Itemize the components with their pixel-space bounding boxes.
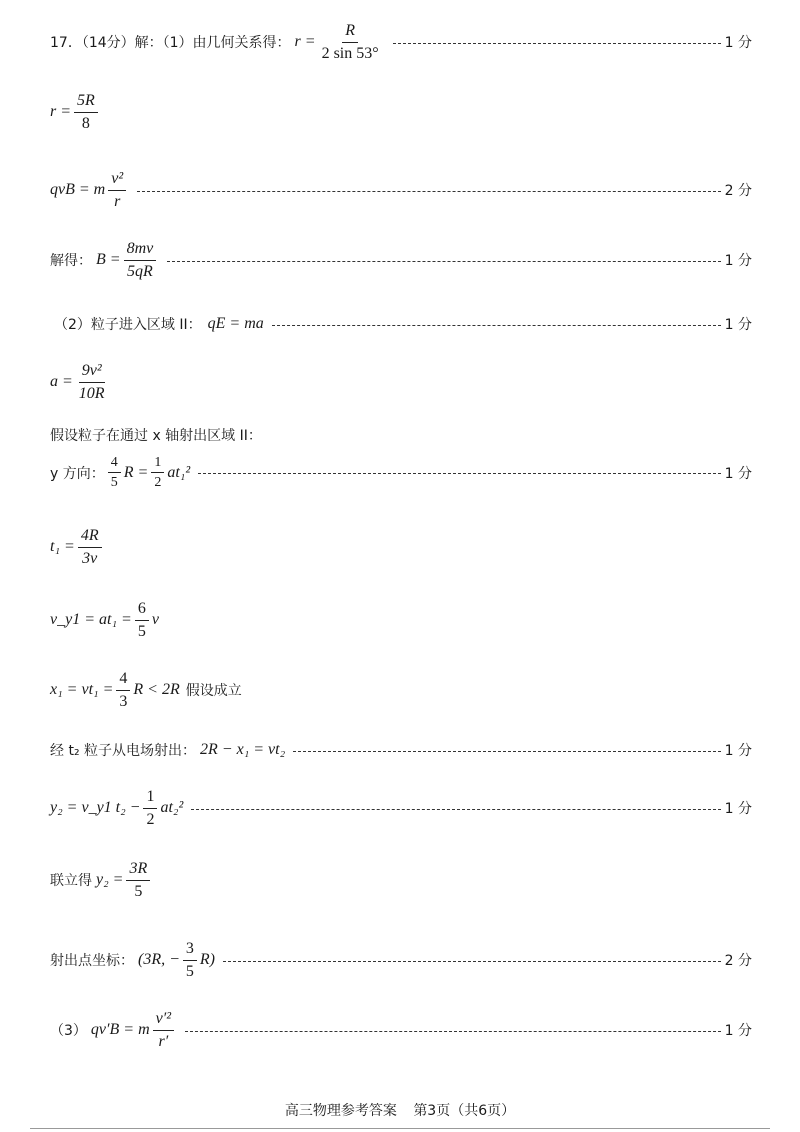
eq-lhs: v_y1 = at₁ = — [50, 611, 132, 629]
eq-mid: R = — [123, 463, 149, 481]
eq-lhs: qv′B = m — [90, 1021, 150, 1039]
line-assumption — [50, 425, 752, 445]
eq-tail: R < 2R — [133, 681, 180, 699]
eq-lhs: qvB = m — [50, 181, 106, 199]
line-y2-expression — [50, 788, 752, 828]
line-t1 — [50, 527, 752, 567]
line-lead: 射出点坐标： — [50, 953, 134, 970]
page-footer — [0, 1100, 800, 1120]
coord-pre: (3R, − — [138, 951, 180, 969]
line-y2-result — [50, 860, 752, 900]
eq-lhs: r = — [294, 33, 316, 51]
line-x1 — [50, 670, 752, 710]
assumption-text: 假设粒子在通过 x 轴射出区域 II： — [50, 428, 262, 444]
fraction: $\frac{3R}{5}$ — [126, 860, 150, 900]
line-part-3 — [50, 1010, 752, 1050]
line-vy1 — [50, 600, 752, 640]
dotted-leader — [393, 43, 721, 44]
line-exit-point — [50, 940, 752, 980]
score: 2 分 — [724, 953, 752, 970]
coord-post: R) — [199, 951, 216, 969]
eq-tail: at₁² — [167, 463, 191, 481]
eq-lhs: y₂ = v_y1 t₂ − — [50, 799, 141, 817]
page-number: 第3页（共6页） — [413, 1103, 516, 1119]
line-lead: 经 t₂ 粒子从电场射出： — [50, 743, 197, 759]
score: 1 分 — [724, 35, 752, 52]
score: 1 分 — [724, 317, 752, 333]
score: 2 分 — [724, 183, 752, 200]
line-region-2 — [50, 314, 752, 334]
eq-tail: at₂² — [160, 799, 184, 817]
fraction: $\frac{R}{2 \sin 53^\circ}$ — [321, 22, 379, 62]
score: 1 分 — [724, 465, 752, 482]
bottom-rule — [30, 1128, 770, 1129]
fraction: $\frac{4}{3}$ — [116, 670, 130, 710]
dotted-leader — [185, 1031, 721, 1032]
assumption-holds-note: 假设成立 — [185, 683, 242, 700]
line-lead: （2）粒子进入区域 II： — [54, 317, 202, 333]
line-lead: 解得： — [50, 253, 92, 270]
eq-lhs: r = — [50, 103, 72, 121]
dotted-leader — [167, 261, 720, 262]
line-acceleration — [50, 362, 752, 402]
score: 1 分 — [724, 1023, 752, 1040]
fraction: $\frac{\text{9v²}}{10R}$ — [78, 362, 105, 402]
line-lead: （3） — [50, 1023, 87, 1040]
score: 1 分 — [724, 253, 752, 270]
line-geometry-radius — [50, 22, 752, 62]
fraction: $\frac{4}{5}$ — [108, 455, 121, 491]
dotted-leader — [293, 751, 720, 752]
dotted-leader — [198, 473, 721, 474]
fraction: $\frac{4R}{3v}$ — [78, 527, 102, 567]
line-lorentz — [50, 170, 752, 210]
fraction: $\frac{6}{5}$ — [135, 600, 149, 640]
line-lead: y 方向： — [50, 465, 105, 482]
line-r-value — [50, 92, 752, 132]
dotted-leader — [137, 191, 721, 192]
eq-lhs: B = — [96, 251, 121, 269]
line-t2 — [50, 740, 752, 760]
fraction: $\frac{3}{5}$ — [183, 940, 197, 980]
eq-lhs: y₂ = — [96, 871, 124, 889]
line-y-direction — [50, 455, 752, 491]
eq-tail: v — [151, 611, 159, 629]
dotted-leader — [272, 325, 721, 326]
fraction: $\frac{1}{2}$ — [151, 455, 164, 491]
fraction: $\frac{\text{v′²}}{r'}$ — [153, 1010, 174, 1050]
footer-title: 高三物理参考答案 — [284, 1103, 397, 1119]
fraction: $\frac{1}{2}$ — [143, 788, 157, 828]
equation: qE = ma — [207, 315, 264, 332]
fraction: $\frac{8mv}{5qR}$ — [124, 240, 157, 280]
fraction: $\frac{\text{v²}}{r}$ — [108, 170, 126, 210]
score: 1 分 — [724, 801, 752, 818]
eq-lhs: t₁ = — [50, 538, 75, 556]
dotted-leader — [223, 961, 721, 962]
score: 1 分 — [724, 743, 752, 759]
eq-lhs: a = — [50, 373, 73, 391]
question-lead: 17．（14分）解：（1）由几何关系得： — [50, 35, 291, 52]
fraction: $\frac{5R}{8}$ — [74, 92, 98, 132]
equation: 2R − x₁ = vt₂ — [200, 741, 286, 758]
line-solve-b — [50, 240, 752, 280]
eq-lhs: x₁ = vt₁ = — [50, 681, 114, 699]
line-lead: 联立得 — [50, 873, 92, 890]
dotted-leader — [191, 809, 720, 810]
